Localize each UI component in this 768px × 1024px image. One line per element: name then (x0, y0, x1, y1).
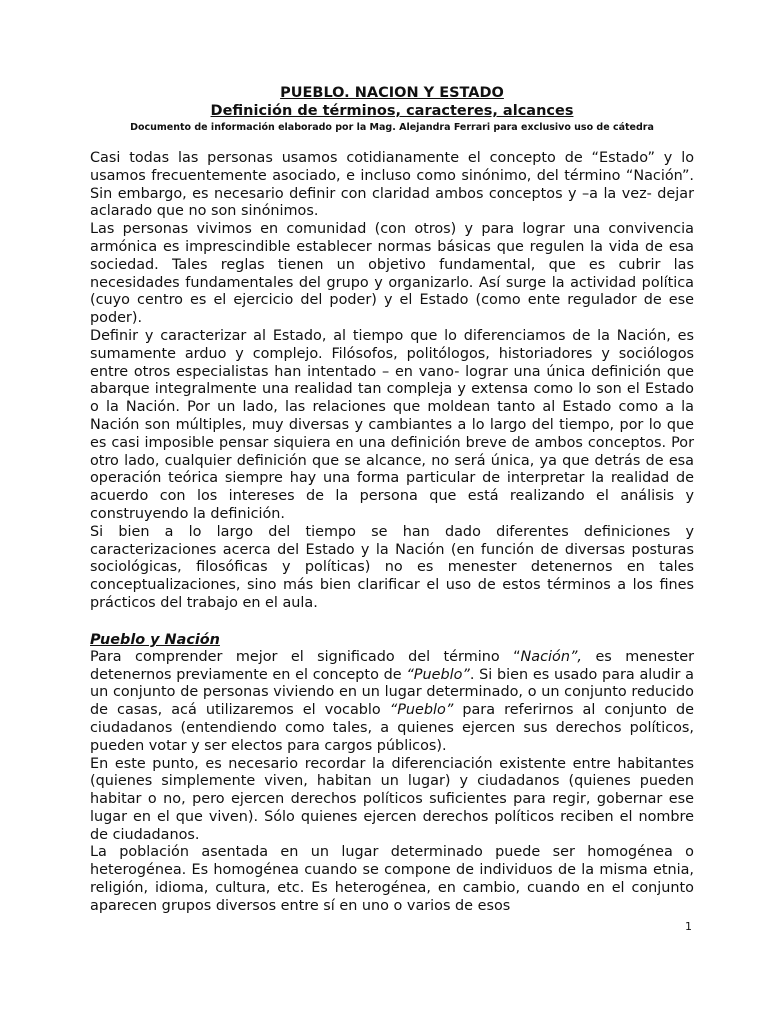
document-title: PUEBLO. NACION Y ESTADO (280, 85, 504, 101)
page-number: 1 (685, 920, 692, 933)
section-paragraph-1-part-c: . Si bien es usado para aludir a un conjunto de personas viviendo en un lugar determinado, o un conjunto reducido de casas, acá utilizaremos el vocablo (90, 666, 694, 719)
section-paragraph-1-part-b: es menester detenernos previamente en el concepto de (90, 648, 695, 683)
section-paragraph-1-part-a: Para comprender mejor el significado del término “ (90, 648, 521, 665)
section-paragraph-1 (90, 649, 694, 756)
authorship-note: Documento de información elaborado por la Mag. Alejandra Ferrari para exclusivo uso de cátedra (130, 122, 654, 133)
term-nacion: Nación”, (520, 648, 582, 665)
document-page (90, 84, 694, 916)
section-paragraph-3: La población asentada en un lugar determinado puede ser homogénea o heterogénea. Es homogénea cuando se compone de individuos de la misma etnia, religión, idioma, cultura, etc. Es heterogénea, en cambio, cuando en el conjunto aparecen grupos diversos entre sí en uno o varios de esos (90, 844, 694, 914)
body-paragraph-3: Definir y caracterizar al Estado, al tiempo que lo diferenciamos de la Nación, es sumamente arduo y complejo. Filósofos, politólogos, historiadores y sociólogos entre otros especialistas han intentado – en vano- lograr una única definición que abarque integralmente una realidad tan compleja y extensa como lo son el Estado o la Nación. Por un lado, las relaciones que moldean tanto al Estado como a la Nación son múltiples, muy diversas y cambiantes a lo largo del tiempo, por lo que es casi imposible pensar siquiera en una definición breve de ambos conceptos. Por otro lado, cualquier definición que se alcance, no será única, ya que detrás de esa operación teórica siempre hay una forma particular de interpretar la realidad de acuerdo con los intereses de la persona que está realizando el análisis y construyendo la definición. (90, 327, 694, 522)
term-pueblo-2: “Pueblo” (389, 702, 454, 719)
term-pueblo: “Pueblo” (406, 666, 470, 683)
body-paragraph-2: Las personas vivimos en comunidad (con otros) y para lograr una convivencia armónica es imprescindible establecer normas básicas que regulen la vida de esa sociedad. Tales reglas tienen un objetivo fundamental, que es cubrir las necesidades fundamentales del grupo y organizarlo. Así surge la actividad política (cuyo centro es el ejercicio del poder) y el Estado (como ente regulador de ese poder). (90, 221, 694, 327)
body-paragraph-4: Si bien a lo largo del tiempo se han dado diferentes definiciones y caracterizaciones acerca del Estado y la Nación (en función de diversas posturas sociológicas, filosóficas y políticas) no es menester detenernos en tales conceptualizaciones, sino más bien clarificar el uso de estos términos a los fines prácticos del trabajo en el aula. (90, 523, 694, 611)
section-paragraph-1-part-d: para referirnos al conjunto de ciudadanos (entendiendo como tales, a quienes ejercen sus derechos políticos, pueden votar y ser electos para cargos públicos). (90, 702, 694, 754)
document-subtitle: Definición de términos, caracteres, alcances (210, 103, 574, 119)
section-heading: Pueblo y Nación (90, 631, 220, 648)
body-paragraph-1: Casi todas las personas usamos cotidianamente el concepto de “Estado” y lo usamos frecuentemente asociado, e incluso como sinónimo, del término “Nación”. Sin embargo, es necesario definir con claridad ambos conceptos y –a la vez- dejar aclarado que no son sinónimos. (90, 150, 694, 220)
section-paragraph-2: En este punto, es necesario recordar la diferenciación existente entre habitantes (quienes simplemente viven, habitan un lugar) y ciudadanos (quienes pueden habitar o no, pero ejercen derechos políticos suficientes para regir, gobernar ese lugar en el que viven). Sólo quienes ejercen derechos políticos reciben el nombre de ciudadanos. (90, 755, 694, 843)
